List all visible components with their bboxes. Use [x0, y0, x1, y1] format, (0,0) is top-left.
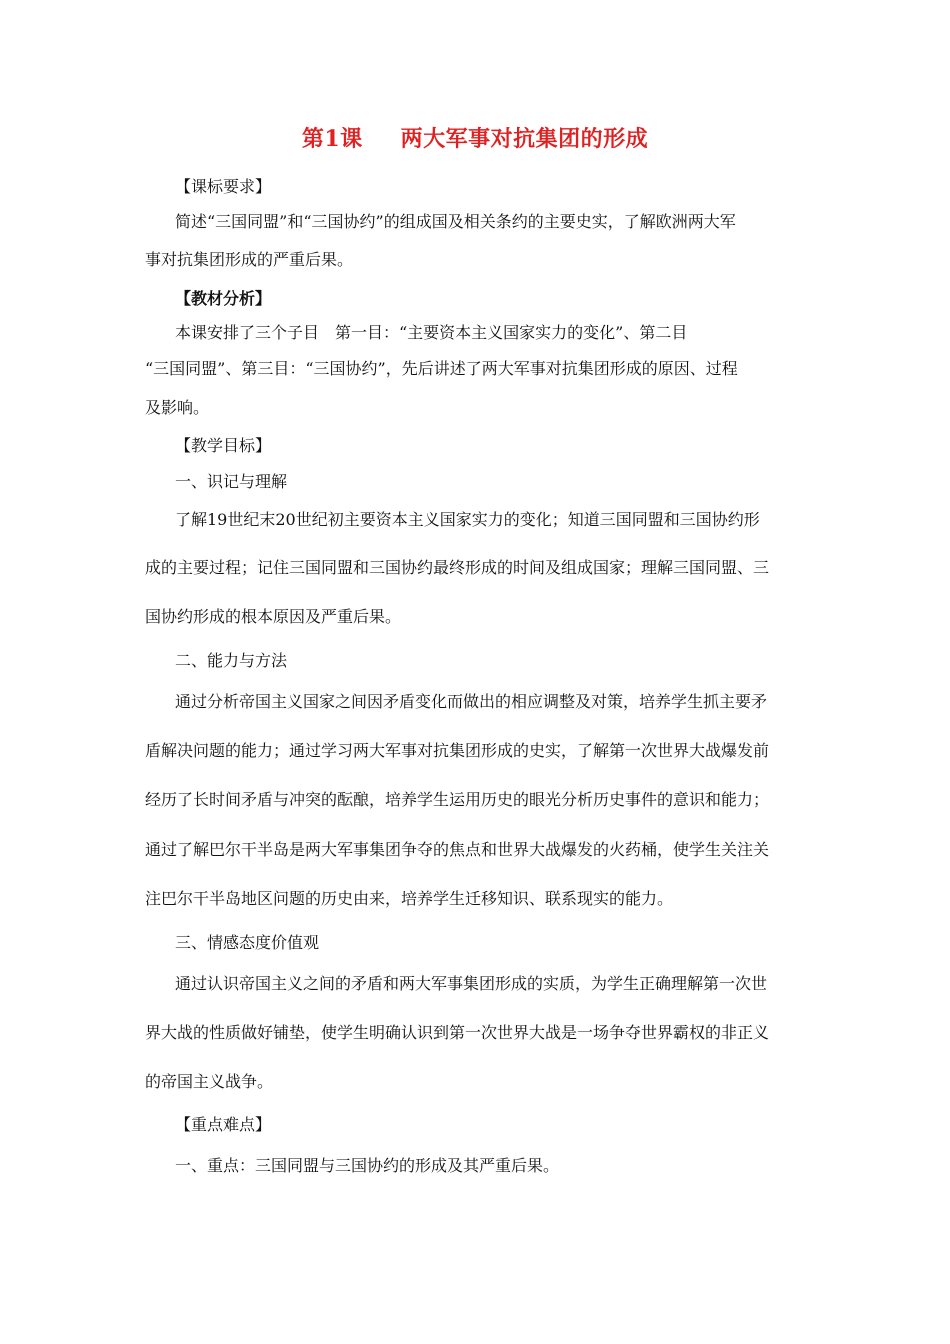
lesson-title-text: 两大军事对抗集团的形成	[400, 126, 649, 152]
paragraph-line: 通过了解巴尔干半岛是两大军事集团争夺的焦点和世界大战爆发的火药桶，使学生关注关	[145, 840, 770, 859]
paragraph-line: 成的主要过程；记住三国同盟和三国协约最终形成的时间及组成国家；理解三国同盟、三	[145, 558, 770, 577]
paragraph-line: 界大战的性质做好铺垫，使学生明确认识到第一次世界大战是一场争夺世界霸权的非正义	[145, 1023, 770, 1042]
paragraph-line: 通过分析帝国主义国家之间因矛盾变化而做出的相应调整及对策，培养学生抓主要矛	[175, 692, 768, 711]
paragraph-line: 的帝国主义战争。	[145, 1072, 274, 1091]
subheading: 三、情感态度价值观	[175, 933, 320, 952]
paragraph-line: “三国同盟”、第三目：“三国协约”，先后讲述了两大军事对抗集团形成的原因、过程	[145, 359, 738, 378]
paragraph-line: 及影响。	[145, 398, 210, 417]
paragraph-line: 本课安排了三个子目 第一目：“主要资本主义国家实力的变化”、第二目	[175, 323, 688, 342]
subheading: 一、识记与理解	[175, 472, 288, 491]
paragraph-line: 通过认识帝国主义之间的矛盾和两大军事集团形成的实质，为学生正确理解第一次世	[175, 974, 768, 993]
paragraph-line: 事对抗集团形成的严重后果。	[145, 250, 354, 269]
paragraph-line: 盾解决问题的能力；通过学习两大军事对抗集团形成的史实，了解第一次世界大战爆发前	[145, 741, 770, 760]
section-heading-key-points: 【重点难点】	[175, 1115, 272, 1134]
paragraph-line: 国协约形成的根本原因及严重后果。	[145, 607, 402, 626]
paragraph-line: 了解19世纪末20世纪初主要资本主义国家实力的变化；知道三国同盟和三国协约形	[175, 510, 760, 529]
section-heading-textbook-analysis: 【教材分析】	[175, 289, 272, 308]
paragraph-line: 一、重点：三国同盟与三国协约的形成及其严重后果。	[175, 1156, 560, 1175]
paragraph-line: 注巴尔干半岛地区问题的历史由来，培养学生迁移知识、联系现实的能力。	[145, 889, 674, 908]
subheading: 二、能力与方法	[175, 651, 288, 670]
section-heading-teaching-goals: 【教学目标】	[175, 436, 272, 455]
paragraph-line: 简述“三国同盟”和“三国协约”的组成国及相关条约的主要史实，了解欧洲两大军	[175, 212, 736, 231]
section-heading-curriculum: 【课标要求】	[175, 177, 272, 196]
paragraph-line: 经历了长时间矛盾与冲突的酝酿，培养学生运用历史的眼光分析历史事件的意识和能力；	[145, 790, 770, 809]
lesson-title	[0, 122, 950, 153]
lesson-number: 第1课	[301, 126, 363, 152]
